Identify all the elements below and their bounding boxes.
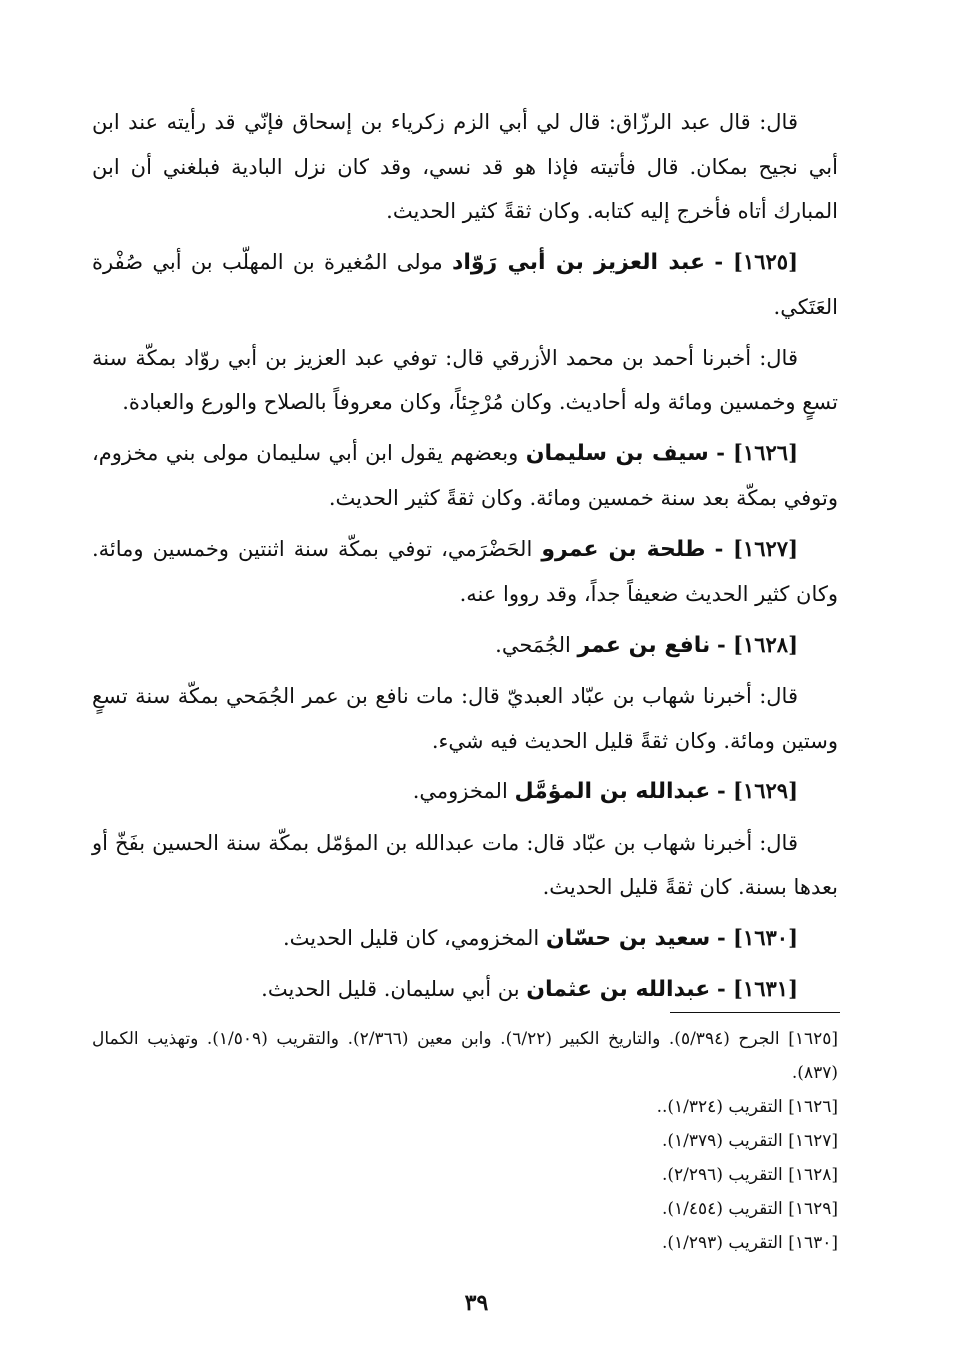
entry-1626 (92, 431, 838, 521)
paragraph-text: قال: قال عبد الرزّاق: قال لي أبي الزم زكرياء بن إسحاق فإنّي قد رأيته عند ابن أبي نجيح بمكان. قال فأتيته فإذا هو قد نسي، وقد كان نزل البادية فبلغني أن ابن المبارك أتاه فأخرج إليه كتابه. وكان ثقةً كثير الحديث. (92, 110, 838, 223)
entry-text: الحَضْرَمي، توفي بمكّة سنة اثنتين وخمسين ومائة. وكان كثير الحديث ضعيفاً جداً، وقد رووا عنه. (92, 536, 838, 606)
footnote: [١٦٣٠] التقريب (١/٢٩٣). (662, 1233, 838, 1253)
footnote: [١٦٢٧] التقريب (١/٣٧٩). (662, 1131, 838, 1151)
paragraph-7 (92, 674, 838, 763)
entry-name: نافع بن عمر (577, 632, 711, 658)
entry-name: عبدالله بن المؤمَّل (514, 779, 711, 804)
paragraph-text: قال: أخبرنا شهاب بن عبّاد العبديّ قال: مات نافع بن عمر الجُمَحي بمكّة سنة تسعٍ وستين ومائة. وكان ثقةً قليل الحديث فيه شيء. (92, 684, 838, 753)
paragraph-3 (92, 336, 838, 425)
entry-number: [١٦٣٠] - (716, 924, 798, 950)
paragraph-text: قال: أخبرنا شهاب بن عبّاد قال: مات عبدالله بن المؤمّل بمكّة سنة الحسين بفَخّ أو بعدها بسنة. كان ثقةً قليل الحديث. (92, 830, 838, 899)
entry-number: [١٦٢٨] - (716, 631, 798, 657)
footnote: [١٦٢٥] الجرح (٥/٣٩٤). والتاريخ الكبير (٦/٢٢). وابن معين (٢/٣٦٦). والتقريب (١/٥٠٩). وتهذيب الكمال (٨٣٧). (92, 1029, 838, 1083)
entry-number: [١٦٢٥] - (714, 248, 799, 274)
main-text (92, 100, 838, 1019)
entry-1627 (92, 527, 838, 617)
entry-number: [١٦٢٩] - (716, 778, 798, 803)
entry-name: طلحة بن عمرو (541, 536, 706, 562)
entry-1625 (92, 240, 838, 330)
entry-1630 (92, 916, 838, 962)
paragraph-9 (92, 821, 838, 910)
entry-text: المخزومي. (412, 779, 515, 803)
paragraph-1 (92, 100, 838, 234)
entry-name: سعيد بن حسّان (545, 925, 711, 951)
entry-name: عبد العزيز بن أبي رَوّاد (452, 249, 706, 275)
entry-number: [١٦٢٧] - (714, 535, 798, 561)
entry-1631 (92, 967, 838, 1013)
entry-text: المخزومي، كان قليل الحديث. (282, 925, 546, 950)
entry-text: وبعضهم يقول ابن أبي سليمان مولى بني مخزوم، وتوفي بمكّة بعد سنة خمسين ومائة. وكان ثقةً كثير الحديث. (92, 440, 838, 510)
entry-number: [١٦٣١] - (716, 976, 798, 1001)
footnote-divider (670, 1012, 840, 1013)
footnote: [١٦٢٦] التقريب (١/٣٢٤).. (656, 1097, 838, 1117)
footnotes (92, 1022, 838, 1260)
entry-text: مولى المُغيرة بن المهلّب بن أبي صُفْرة العَتَكي. (92, 249, 838, 319)
entry-name: سيف بن سليمان (525, 440, 709, 466)
entry-1628 (92, 623, 838, 669)
entry-text: الجُمَحي. (495, 632, 578, 657)
footnote: [١٦٢٨] التقريب (٢/٢٩٦). (662, 1165, 838, 1185)
paragraph-text: قال: أخبرنا أحمد بن محمد الأزرقي قال: توفي عبد العزيز بن أبي روّاد بمكّة سنة تسعٍ وخمسين ومائة وله أحاديث. وكان مُرْجِئاً، وكان معروفاً بالصلاح والورع والعبادة. (92, 345, 838, 414)
page-number: ٣٩ (464, 1290, 489, 1316)
entry-number: [١٦٢٦] - (716, 439, 798, 465)
footnote: [١٦٢٩] التقريب (١/٤٥٤). (662, 1199, 838, 1219)
entry-text: بن أبي سليمان. قليل الحديث. (261, 977, 527, 1001)
entry-1629 (92, 769, 838, 815)
entry-name: عبدالله بن عثمان (526, 977, 711, 1002)
